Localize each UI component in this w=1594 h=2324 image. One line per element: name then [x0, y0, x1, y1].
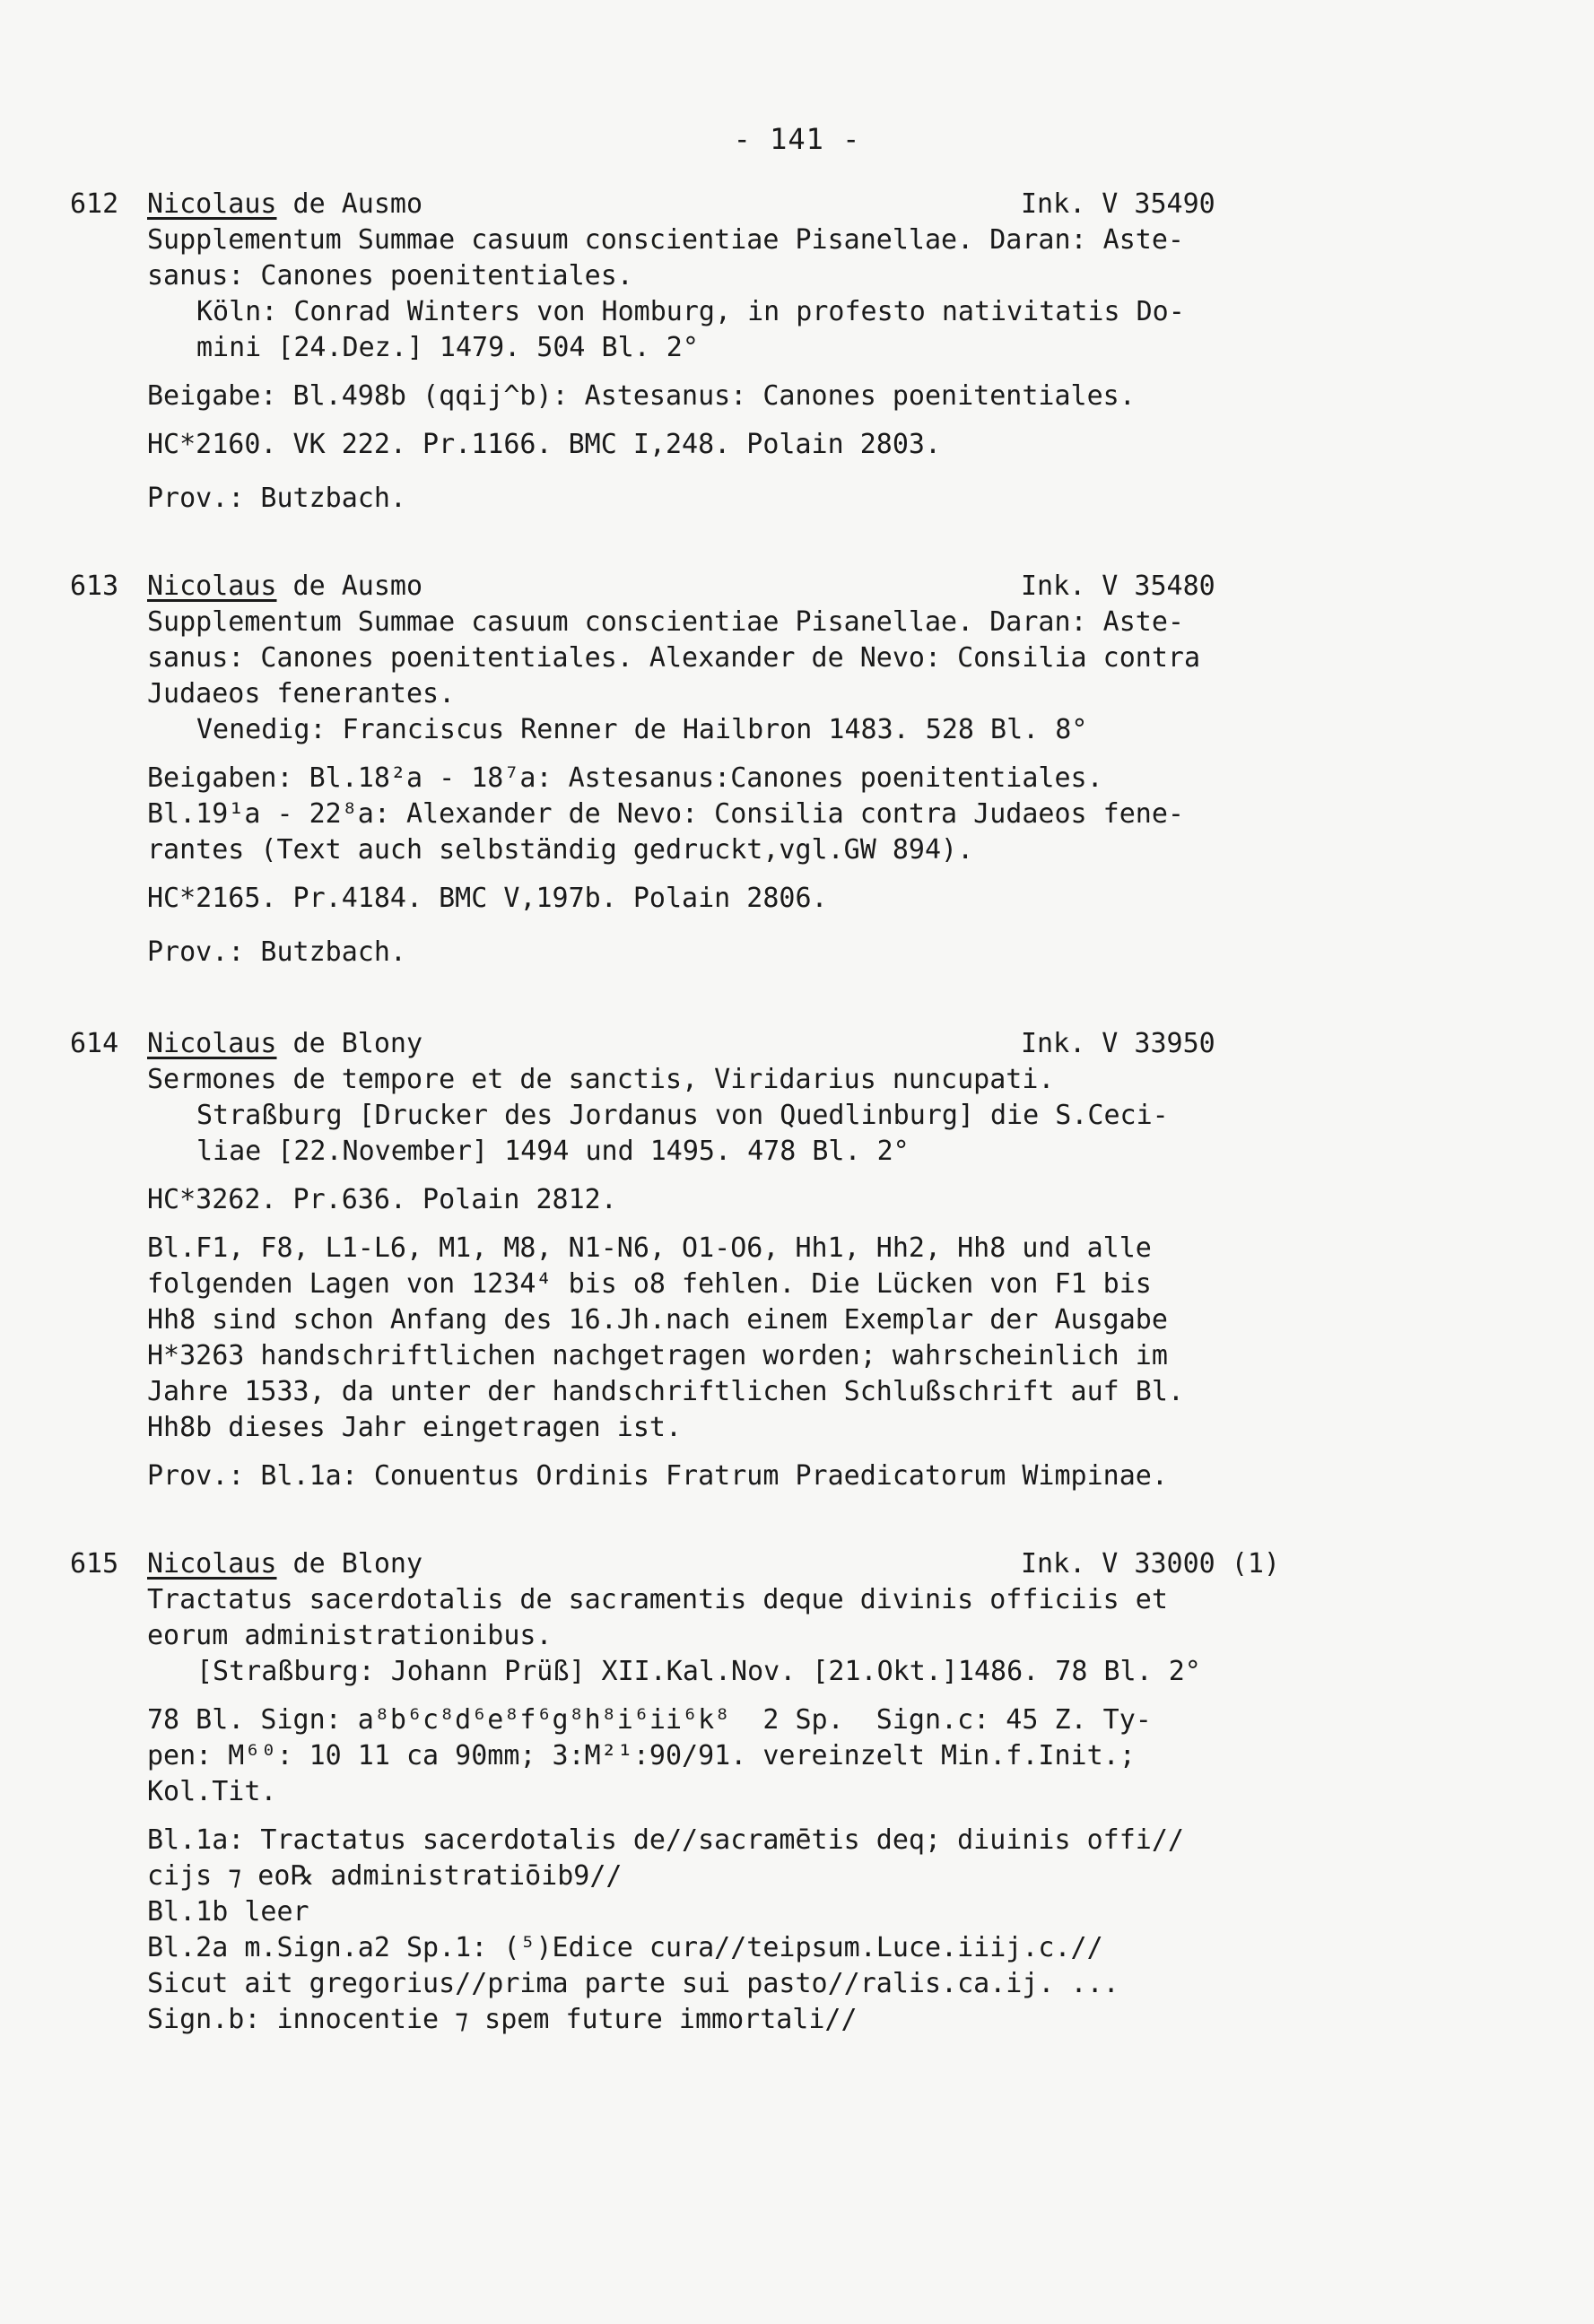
- note-line: Hh8b dieses Jahr eingetragen ist.: [147, 1412, 683, 1443]
- author-rest: de Blony: [276, 1548, 423, 1580]
- collation-line: 78 Bl. Sign: a⁸b⁶c⁸d⁶e⁸f⁶g⁸h⁸i⁶ii⁶k⁸ 2 Sp. Sign.c: 45 Z. Ty-: [147, 1704, 1152, 1736]
- title-line: Tractatus sacerdotalis de sacramentis deque divinis officiis et: [147, 1584, 1168, 1615]
- note-line: Jahre 1533, da unter der handschriftlichen Schlußschrift auf Bl.: [147, 1376, 1184, 1407]
- imprint-line: [Straßburg: Johann Prüß] XII.Kal.Nov. [21.Okt.]1486. 78 Bl. 2°: [196, 1656, 1201, 1687]
- note-line: Beigabe: Bl.498b (qqij^b): Astesanus: Canones poenitentiales.: [147, 380, 1136, 412]
- author-rest: de Blony: [276, 1028, 423, 1059]
- title-line: Supplementum Summae casuum conscientiae Pisanellae. Daran: Aste-: [147, 224, 1184, 256]
- catalog-entry-615: [70, 1546, 1371, 2038]
- imprint-line: Venedig: Franciscus Renner de Hailbron 1483. 528 Bl. 8°: [196, 714, 1088, 745]
- imprint-line: liae [22.November] 1494 und 1495. 478 Bl. 2°: [196, 1136, 910, 1167]
- entry-heading: [70, 187, 1371, 222]
- title-line: eorum administrationibus.: [147, 1620, 553, 1651]
- author-name: Nicolaus: [147, 188, 277, 220]
- transcription-line: Sign.b: innocentie ⁊ spem future immortali//: [147, 2004, 858, 2035]
- provenance-line: Prov.: Butzbach.: [147, 936, 406, 968]
- transcription-line: Sicut ait gregorius//prima parte sui pasto//ralis.ca.ij. ...: [147, 1968, 1119, 1999]
- transcription-line: Bl.2a m.Sign.a2 Sp.1: (⁵)Edice cura//teipsum.Luce.iiij.c.//: [147, 1932, 1103, 1963]
- title-line: Judaeos fenerantes.: [147, 678, 456, 709]
- reference-line: HC*3262. Pr.636. Polain 2812.: [147, 1184, 617, 1215]
- author-name: Nicolaus: [147, 1548, 277, 1580]
- title-line: sanus: Canones poenitentiales. Alexander de Nevo: Consilia contra: [147, 642, 1200, 674]
- author-rest: de Ausmo: [276, 570, 423, 602]
- entry-number: 615: [70, 1548, 119, 1580]
- title-line: sanus: Canones poenitentiales.: [147, 260, 633, 292]
- page-number: - 141 -: [733, 122, 861, 156]
- entry-heading: [70, 1026, 1371, 1062]
- note-line: rantes (Text auch selbständig gedruckt,vgl.GW 894).: [147, 834, 974, 866]
- shelfmark: Ink. V 33000 (1): [1021, 1548, 1280, 1580]
- collation-line: pen: M⁶⁰: 10 11 ca 90mm; 3:M²¹:90/91. vereinzelt Min.f.Init.;: [147, 1740, 1136, 1771]
- provenance-line: Prov.: Bl.1a: Conuentus Ordinis Fratrum Praedicatorum Wimpinae.: [147, 1460, 1168, 1492]
- author-rest: de Ausmo: [276, 188, 423, 220]
- imprint-line: Köln: Conrad Winters von Homburg, in profesto nativitatis Do-: [196, 296, 1185, 327]
- note-line: Bl.F1, F8, L1-L6, M1, M8, N1-N6, O1-O6, Hh1, Hh2, Hh8 und alle: [147, 1232, 1152, 1264]
- reference-line: HC*2165. Pr.4184. BMC V,197b. Polain 2806.: [147, 883, 828, 914]
- shelfmark: Ink. V 33950: [1021, 1028, 1215, 1059]
- entry-number: 613: [70, 570, 119, 602]
- title-line: Supplementum Summae casuum conscientiae Pisanellae. Daran: Aste-: [147, 606, 1184, 638]
- catalog-entry-614: [70, 1026, 1371, 1494]
- author-name: Nicolaus: [147, 570, 277, 602]
- transcription-line: cijs ⁊ eo℞ administratiōib9//: [147, 1860, 623, 1892]
- transcription-line: Bl.1b leer: [147, 1896, 309, 1928]
- note-line: H*3263 handschriftlichen nachgetragen worden; wahrscheinlich im: [147, 1340, 1168, 1371]
- entry-number: 614: [70, 1028, 119, 1059]
- catalog-entry-612: [70, 187, 1371, 517]
- note-line: folgenden Lagen von 1234⁴ bis o8 fehlen. Die Lücken von F1 bis: [147, 1268, 1152, 1300]
- provenance-line: Prov.: Butzbach.: [147, 483, 406, 514]
- reference-line: HC*2160. VK 222. Pr.1166. BMC I,248. Polain 2803.: [147, 429, 942, 460]
- imprint-line: Straßburg [Drucker des Jordanus von Quedlinburg] die S.Ceci-: [196, 1100, 1169, 1131]
- shelfmark: Ink. V 35490: [1021, 188, 1215, 220]
- author-name: Nicolaus: [147, 1028, 277, 1059]
- collation-line: Kol.Tit.: [147, 1776, 277, 1807]
- entry-heading: [70, 1546, 1371, 1582]
- imprint-line: mini [24.Dez.] 1479. 504 Bl. 2°: [196, 332, 699, 363]
- transcription-line: Bl.1a: Tractatus sacerdotalis de//sacramētis deq; diuinis offi//: [147, 1824, 1184, 1856]
- note-line: Hh8 sind schon Anfang des 16.Jh.nach einem Exemplar der Ausgabe: [147, 1304, 1168, 1336]
- entry-heading: [70, 569, 1371, 605]
- shelfmark: Ink. V 35480: [1021, 570, 1215, 602]
- title-line: Sermones de tempore et de sanctis, Viridarius nuncupati.: [147, 1064, 1055, 1095]
- note-line: Bl.19¹a - 22⁸a: Alexander de Nevo: Consilia contra Judaeos fene-: [147, 798, 1184, 830]
- note-line: Beigaben: Bl.18²a - 18⁷a: Astesanus:Canones poenitentiales.: [147, 762, 1103, 794]
- entry-number: 612: [70, 188, 119, 220]
- catalog-entry-613: [70, 569, 1371, 971]
